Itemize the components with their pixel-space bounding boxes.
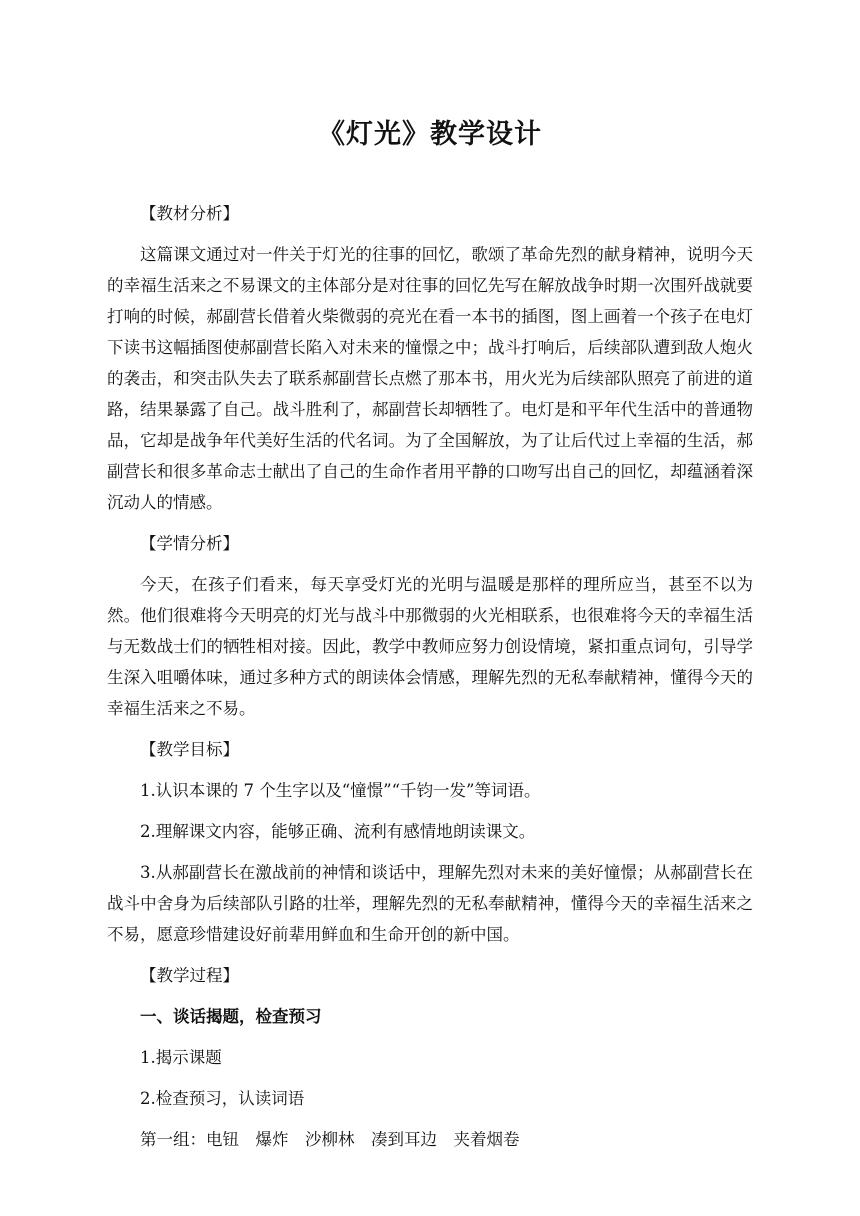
section-heading-learner-analysis: 【学情分析】	[140, 534, 239, 553]
process-step-1: 1.揭示课题	[140, 1048, 222, 1067]
objective-item-1: 1.认识本课的 7 个生字以及“憧憬”“千钧一发”等词语。	[140, 781, 541, 800]
learner-analysis-paragraph: 今天，在孩子们看来，每天享受灯光的光明与温暖是那样的理所应当，甚至不以为然。他们很难将今天明亮的灯光与战斗中那微弱的火光相联系，也很难将今天的幸福生活与无数战士们的牺牲相对接。因此，教学中教师应努力创设情境，紧扣重点词句，引导学生深入咀嚼体味，通过多种方式的朗读体会情感，理解先烈的无私奉献精神，懂得今天的幸福生活来之不易。	[107, 575, 753, 718]
objective-item-2: 2.理解课文内容，能够正确、流利有感情地朗读课文。	[140, 822, 536, 841]
objective-item-3: 3.从郝副营长在激战前的神情和谈话中，理解先烈对未来的美好憧憬；从郝副营长在战斗中舍身为后续部队引路的壮举，理解先烈的无私奉献精神，懂得今天的幸福生活来之不易，愿意珍惜建设好前辈用鲜血和生命开创的新中国。	[107, 863, 753, 944]
textbook-analysis-paragraph: 这篇课文通过对一件关于灯光的往事的回忆，歌颂了革命先烈的献身精神，说明今天的幸福生活来之不易课文的主体部分是对往事的回忆先写在解放战争时期一次围歼战就要打响的时候，郝副营长借着火柴微弱的亮光在看一本书的插图，图上画着一个孩子在电灯下读书这幅插图使郝副营长陷入对未来的憧憬之中；战斗打响后，后续部队遭到敌人炮火的袭击，和突击队失去了联系郝副营长点燃了那本书，用火光为后续部队照亮了前进的道路，结果暴露了自己。战斗胜利了，郝副营长却牺牲了。电灯是和平年代生活中的普通物品，它却是战争年代美好生活的代名词。为了全国解放，为了让后代过上幸福的生活，郝副营长和很多革命志士献出了自己的生命作者用平静的口吻写出自己的回忆，却蕴涵着深沉动人的情感。	[107, 245, 753, 512]
section-heading-process: 【教学过程】	[140, 966, 239, 985]
section-heading-objectives: 【教学目标】	[140, 740, 239, 759]
process-step-2: 2.检查预习，认读词语	[140, 1089, 305, 1108]
section-heading-textbook-analysis: 【教材分析】	[140, 204, 239, 223]
document-body	[107, 198, 753, 1155]
process-part-one-title: 一、谈话揭题，检查预习	[140, 1007, 322, 1026]
word-group-1: 第一组：电钮 爆炸 沙柳林 凑到耳边 夹着烟卷	[140, 1130, 520, 1149]
document-title: 《灯光》教学设计	[318, 119, 542, 150]
